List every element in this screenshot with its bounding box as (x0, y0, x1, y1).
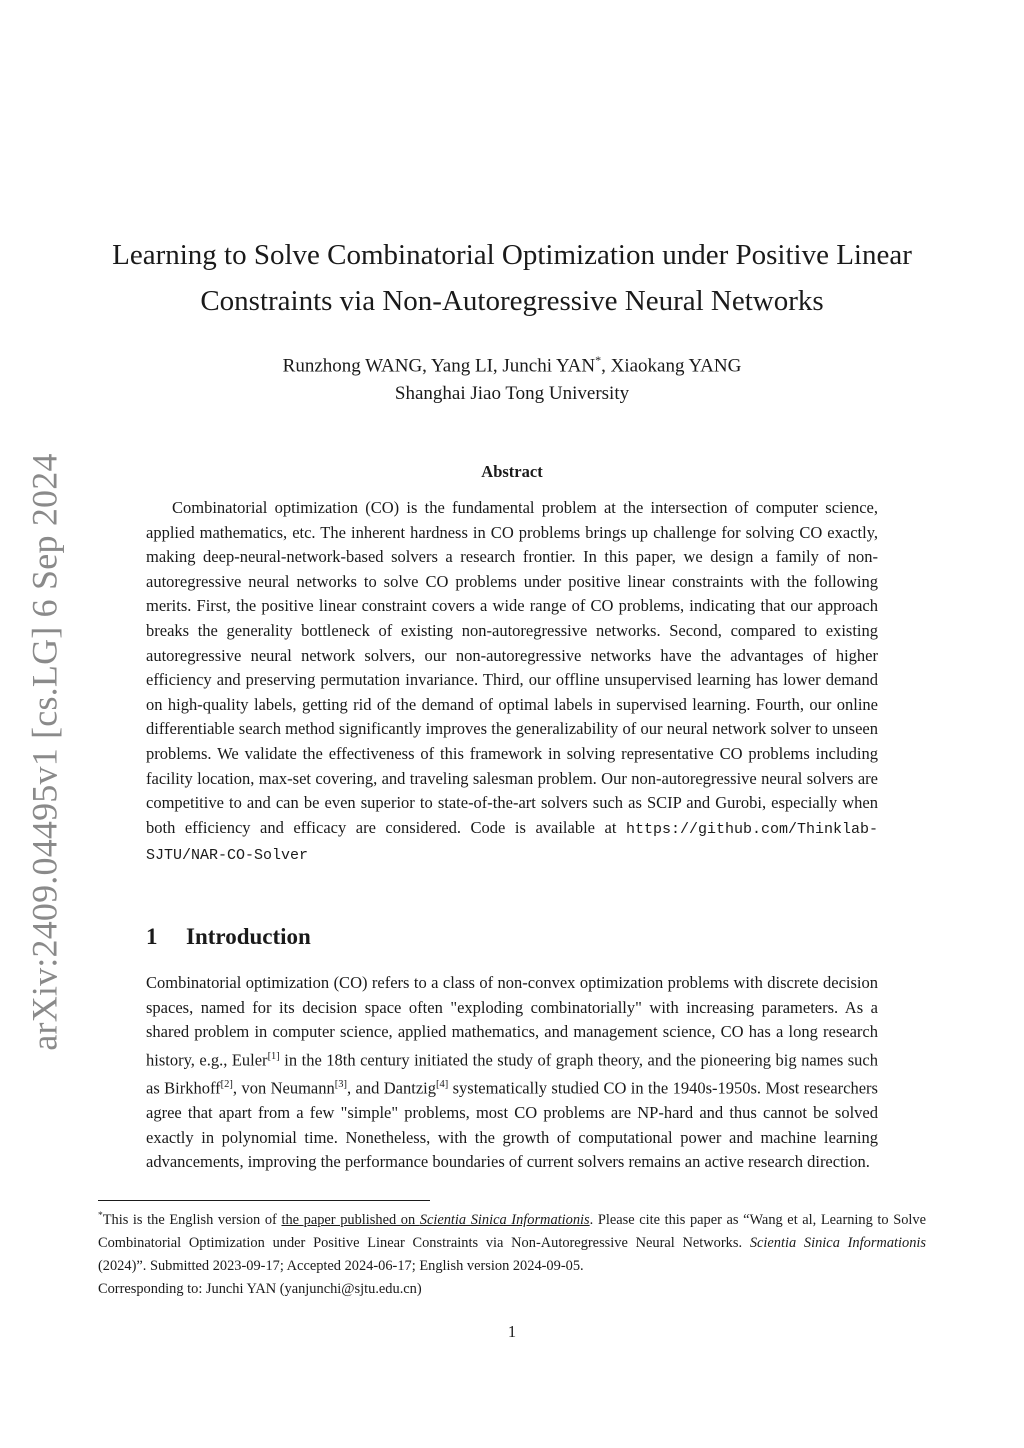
citation-ref-3[interactable]: [3] (334, 1078, 347, 1090)
title-line-2: Constraints via Non-Autoregressive Neural Networks (200, 285, 824, 317)
citation-ref-2[interactable]: [2] (220, 1078, 233, 1090)
abstract-body (146, 496, 878, 869)
footnote-text: This is the English version of (102, 1211, 282, 1228)
journal-name: Scientia Sinica Informationis (749, 1235, 926, 1251)
publication-link-text: the paper published on (281, 1211, 420, 1228)
affiliation: Shanghai Jiao Tong University (394, 383, 630, 405)
footnote-text: (2024)”. Submitted 2023-09-17; Accepted 2024-06-17; English version 2024-09-05. (98, 1258, 584, 1275)
arxiv-id-text: arXiv:2409.04495v1 [cs.LG] 6 Sep 2024 (25, 453, 66, 1051)
publication-link[interactable] (281, 1212, 589, 1228)
footnote (98, 1205, 926, 1302)
paper-title (90, 232, 934, 324)
section-number: 1 (146, 924, 158, 949)
title-line-1: Learning to Solve Combinatorial Optimization under Positive Linear (112, 239, 912, 271)
abstract-text: Combinatorial optimization (CO) is the fundamental problem at the intersection of computer science, applied mathematics, etc. The inherent hardness in CO problems brings up challenge for solving CO exactly, making deep-neural-network-based solvers a research frontier. In this paper, we design a family of non-autoregressive neural networks to solve CO problems under positive linear constraints with the following merits. First, the positive linear constraint covers a wide range of CO problems, indicating that our approach breaks the generality bottleneck of existing non-autoregressive networks. Second, compared to existing autoregressive neural network solvers, our non-autoregressive networks have the advantages of higher efficiency and preserving permutation invariance. Third, our offline unsupervised learning has lower demand on high-quality labels, getting rid of the demand of optimal labels in supervised learning. Fourth, our online differentiable search method significantly improves the generalizability of our neural network solver to unseen problems. We validate the effectiveness of this framework in solving representative CO problems including facility location, max-set covering, and traveling salesman problem. Our non-autoregressive neural solvers are competitive to and can be even superior to state-of-the-art solvers such as SCIP and Gurobi, especially when both efficiency and efficacy are considered. Code is available at (146, 498, 878, 837)
publication-link-journal: Scientia Sinica Informationis (419, 1211, 590, 1228)
abstract-heading: Abstract (481, 462, 543, 481)
intro-text: , von Neumann (232, 1078, 335, 1098)
corresponding-author-line: Corresponding to: Junchi YAN (yanjunchi@sjtu.edu.cn) (98, 1281, 422, 1298)
intro-text: in the 18th century initiated the study of graph theory, and the pioneering big names such as Birkhoff (146, 1050, 878, 1098)
code-url-link[interactable]: https://github.com/Thinklab-SJTU/NAR-CO-Solver (146, 820, 879, 865)
citation-ref-1[interactable]: [1] (267, 1050, 280, 1062)
corresponding-author-mark: * (595, 353, 602, 367)
intro-text: Combinatorial optimization (CO) refers to a class of non-convex optimization problems with discrete decision spaces, named for its decision space often "exploding combinatorially" with increasing parameters. As a shared problem in computer science, applied mathematics, and management science, CO has a long research history, e.g., Euler (146, 973, 878, 1070)
footnote-divider (98, 1200, 430, 1201)
author-list-a: Runzhong WANG, Yang LI, Junchi YAN (282, 355, 596, 377)
author-block (100, 346, 924, 408)
page-number: 1 (507, 1322, 517, 1341)
introduction-paragraph (146, 971, 878, 1175)
arxiv-sidebar-identifier (10, 453, 80, 1051)
author-names (100, 346, 924, 380)
section-heading-introduction (146, 924, 311, 950)
author-list-b: , Xiaokang YANG (601, 355, 742, 377)
footnote-text: . Please cite this paper as “Wang et al, Learning to Solve Combinatorial Optimization under Positive Linear Constraints via Non-Autoregressive Neural Networks. (98, 1211, 926, 1251)
section-title: Introduction (186, 924, 311, 949)
footnote-mark: * (98, 1211, 103, 1221)
intro-text: systematically studied CO in the 1940s-1950s. Most researchers agree that apart from a few "simple" problems, most CO problems are NP-hard and thus cannot be solved exactly in polynomial time. Nonetheless, with the growth of computational power and machine learning advancements, improving the performance boundaries of current solvers remains an active research direction. (146, 1078, 878, 1172)
citation-ref-4[interactable]: [4] (435, 1078, 449, 1090)
intro-text: , and Dantzig (347, 1078, 436, 1098)
